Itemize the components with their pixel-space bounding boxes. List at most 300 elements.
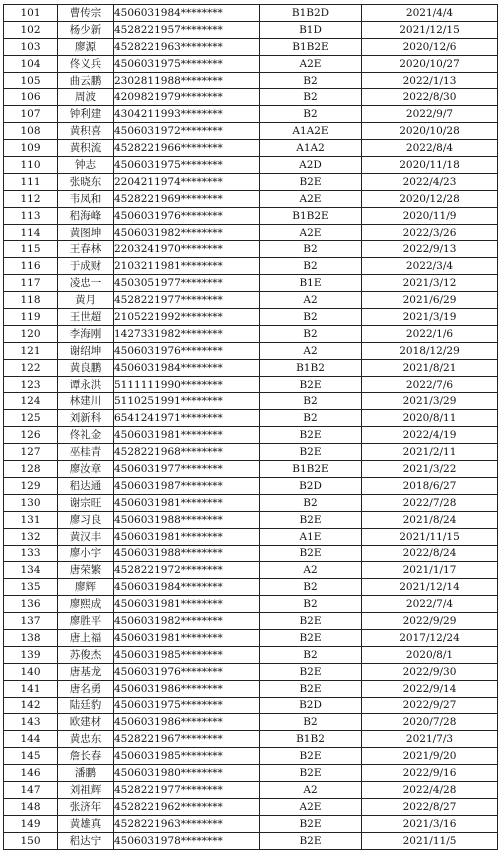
name-cell: 谢绍坤: [58, 342, 114, 359]
name-cell: 刘祖辉: [58, 781, 114, 798]
table-row: [4, 731, 498, 748]
id-number-cell: 5110251991********: [114, 393, 260, 410]
row-number-cell: 128: [4, 461, 58, 478]
name-cell: 谢宗旺: [58, 494, 114, 511]
license-class-cell: B2: [260, 596, 362, 613]
name-cell: 王世超: [58, 309, 114, 326]
date-cell: 2020/7/28: [362, 714, 498, 731]
date-cell: 2020/10/27: [362, 55, 498, 72]
id-number-cell: 4528221968********: [114, 444, 260, 461]
row-number-cell: 103: [4, 38, 58, 55]
row-number-cell: 150: [4, 832, 58, 849]
date-cell: 2021/11/5: [362, 832, 498, 849]
license-class-cell: B1B2E: [260, 207, 362, 224]
id-number-cell: 4528221977********: [114, 292, 260, 309]
table-row: [4, 393, 498, 410]
row-number-cell: 101: [4, 5, 58, 22]
name-cell: 李海刚: [58, 325, 114, 342]
table-row: [4, 494, 498, 511]
id-number-cell: 4304211993********: [114, 106, 260, 123]
id-number-cell: 4528221972********: [114, 562, 260, 579]
row-number-cell: 123: [4, 376, 58, 393]
date-cell: 2021/3/16: [362, 815, 498, 832]
id-number-cell: 4506031981********: [114, 596, 260, 613]
license-class-cell: A2E: [260, 190, 362, 207]
row-number-cell: 118: [4, 292, 58, 309]
date-cell: 2022/7/4: [362, 596, 498, 613]
id-number-cell: 4506031976********: [114, 663, 260, 680]
table-row: [4, 629, 498, 646]
name-cell: 廖胜平: [58, 613, 114, 630]
license-class-cell: B2: [260, 241, 362, 258]
date-cell: 2018/12/29: [362, 342, 498, 359]
row-number-cell: 121: [4, 342, 58, 359]
table-row: [4, 697, 498, 714]
license-class-cell: B2E: [260, 832, 362, 849]
id-number-cell: 4528221977********: [114, 781, 260, 798]
id-number-cell: 4506031982********: [114, 224, 260, 241]
license-class-cell: B2E: [260, 748, 362, 765]
id-number-cell: 4506031988********: [114, 511, 260, 528]
id-number-cell: 4528221963********: [114, 38, 260, 55]
license-class-cell: A2: [260, 342, 362, 359]
license-class-cell: B2: [260, 72, 362, 89]
license-class-cell: B2E: [260, 427, 362, 444]
name-cell: 刘新科: [58, 410, 114, 427]
license-class-cell: A1E: [260, 528, 362, 545]
license-class-cell: B1B2E: [260, 38, 362, 55]
date-cell: 2021/8/24: [362, 511, 498, 528]
name-cell: 黄图坤: [58, 224, 114, 241]
table-row: [4, 477, 498, 494]
row-number-cell: 133: [4, 545, 58, 562]
license-class-cell: B1E: [260, 275, 362, 292]
row-number-cell: 107: [4, 106, 58, 123]
row-number-cell: 148: [4, 798, 58, 815]
name-cell: 詹长春: [58, 748, 114, 765]
name-cell: 林建川: [58, 393, 114, 410]
id-number-cell: 1427331982********: [114, 325, 260, 342]
name-cell: 佟礼金: [58, 427, 114, 444]
row-number-cell: 124: [4, 393, 58, 410]
date-cell: 2021/3/22: [362, 461, 498, 478]
date-cell: 2021/1/17: [362, 562, 498, 579]
id-number-cell: 4506031981********: [114, 494, 260, 511]
date-cell: 2021/2/11: [362, 444, 498, 461]
name-cell: 张济年: [58, 798, 114, 815]
license-class-cell: B1B2: [260, 359, 362, 376]
name-cell: 杨少新: [58, 21, 114, 38]
date-cell: 2022/1/6: [362, 325, 498, 342]
name-cell: 廖源: [58, 38, 114, 55]
id-number-cell: 4506031985********: [114, 646, 260, 663]
date-cell: 2022/4/28: [362, 781, 498, 798]
name-cell: 凌忠一: [58, 275, 114, 292]
date-cell: 2020/12/28: [362, 190, 498, 207]
table-row: [4, 376, 498, 393]
license-class-cell: B2E: [260, 815, 362, 832]
name-cell: 黄良鹏: [58, 359, 114, 376]
license-class-cell: B2D: [260, 477, 362, 494]
row-number-cell: 134: [4, 562, 58, 579]
table-row: [4, 325, 498, 342]
license-class-cell: B2E: [260, 545, 362, 562]
id-number-cell: 4506031982********: [114, 613, 260, 630]
id-number-cell: 2203241970********: [114, 241, 260, 258]
license-class-cell: B2E: [260, 613, 362, 630]
id-number-cell: 4528221966********: [114, 140, 260, 157]
row-number-cell: 127: [4, 444, 58, 461]
table-row: [4, 748, 498, 765]
row-number-cell: 120: [4, 325, 58, 342]
date-cell: 2022/8/30: [362, 89, 498, 106]
id-number-cell: 4506031977********: [114, 461, 260, 478]
row-number-cell: 132: [4, 528, 58, 545]
row-number-cell: 106: [4, 89, 58, 106]
id-number-cell: 4528221969********: [114, 190, 260, 207]
date-cell: 2022/7/6: [362, 376, 498, 393]
date-cell: 2021/3/29: [362, 393, 498, 410]
name-cell: 廖小宇: [58, 545, 114, 562]
license-class-cell: B2: [260, 258, 362, 275]
name-cell: 黄雄真: [58, 815, 114, 832]
license-class-cell: A2: [260, 781, 362, 798]
id-number-cell: 4506031981********: [114, 528, 260, 545]
date-cell: 2022/8/4: [362, 140, 498, 157]
row-number-cell: 144: [4, 731, 58, 748]
name-cell: 黄月: [58, 292, 114, 309]
license-class-cell: B2E: [260, 173, 362, 190]
table-row: [4, 106, 498, 123]
row-number-cell: 141: [4, 680, 58, 697]
row-number-cell: 114: [4, 224, 58, 241]
license-class-cell: B2: [260, 579, 362, 596]
license-class-cell: B2E: [260, 629, 362, 646]
id-number-cell: 4506031984********: [114, 5, 260, 22]
id-number-cell: 5111111990********: [114, 376, 260, 393]
row-number-cell: 115: [4, 241, 58, 258]
license-class-cell: B2E: [260, 663, 362, 680]
license-class-cell: B1B2E: [260, 461, 362, 478]
date-cell: 2022/9/29: [362, 613, 498, 630]
id-number-cell: 4528221963********: [114, 815, 260, 832]
id-number-cell: 2105221992********: [114, 309, 260, 326]
name-cell: 稆海峰: [58, 207, 114, 224]
table-row: [4, 72, 498, 89]
table-row: [4, 258, 498, 275]
id-number-cell: 4209821979********: [114, 89, 260, 106]
license-class-cell: A2: [260, 562, 362, 579]
id-number-cell: 2103211981********: [114, 258, 260, 275]
date-cell: 2021/3/12: [362, 275, 498, 292]
name-cell: 唐基龙: [58, 663, 114, 680]
table-row: [4, 173, 498, 190]
license-class-cell: B1B2: [260, 731, 362, 748]
row-number-cell: 138: [4, 629, 58, 646]
license-class-cell: B2: [260, 106, 362, 123]
table-row: [4, 157, 498, 174]
id-number-cell: 4506031976********: [114, 342, 260, 359]
table-row: [4, 815, 498, 832]
row-number-cell: 142: [4, 697, 58, 714]
license-class-cell: A2E: [260, 224, 362, 241]
name-cell: 廖熙成: [58, 596, 114, 613]
license-class-cell: B2: [260, 410, 362, 427]
id-number-cell: 4506031975********: [114, 55, 260, 72]
row-number-cell: 111: [4, 173, 58, 190]
table-row: [4, 680, 498, 697]
date-cell: 2020/8/1: [362, 646, 498, 663]
license-table: [3, 4, 498, 850]
id-number-cell: 4506031984********: [114, 359, 260, 376]
id-number-cell: 4506031975********: [114, 157, 260, 174]
name-cell: 稆达宁: [58, 832, 114, 849]
table-row: [4, 89, 498, 106]
id-number-cell: 4506031975********: [114, 697, 260, 714]
table-row: [4, 55, 498, 72]
id-number-cell: 4506031980********: [114, 765, 260, 782]
name-cell: 廖汝章: [58, 461, 114, 478]
date-cell: 2020/12/6: [362, 38, 498, 55]
name-cell: 苏俊杰: [58, 646, 114, 663]
id-number-cell: 6541241971********: [114, 410, 260, 427]
table-row: [4, 528, 498, 545]
license-class-cell: A2E: [260, 798, 362, 815]
table-row: [4, 461, 498, 478]
table-row: [4, 207, 498, 224]
date-cell: 2020/11/18: [362, 157, 498, 174]
name-cell: 欧建材: [58, 714, 114, 731]
id-number-cell: 4528221967********: [114, 731, 260, 748]
id-number-cell: 4506031981********: [114, 629, 260, 646]
name-cell: 黄积流: [58, 140, 114, 157]
row-number-cell: 102: [4, 21, 58, 38]
row-number-cell: 117: [4, 275, 58, 292]
date-cell: 2022/4/23: [362, 173, 498, 190]
date-cell: 2022/9/13: [362, 241, 498, 258]
date-cell: 2021/8/21: [362, 359, 498, 376]
license-class-cell: A2: [260, 292, 362, 309]
date-cell: 2021/4/4: [362, 5, 498, 22]
table-row: [4, 646, 498, 663]
date-cell: 2022/3/4: [362, 258, 498, 275]
table-row: [4, 140, 498, 157]
id-number-cell: 4506031986********: [114, 714, 260, 731]
date-cell: 2022/1/13: [362, 72, 498, 89]
id-number-cell: 4506031988********: [114, 545, 260, 562]
name-cell: 佟义兵: [58, 55, 114, 72]
date-cell: 2022/8/27: [362, 798, 498, 815]
row-number-cell: 129: [4, 477, 58, 494]
row-number-cell: 112: [4, 190, 58, 207]
table-row: [4, 241, 498, 258]
table-row: [4, 798, 498, 815]
row-number-cell: 109: [4, 140, 58, 157]
license-class-cell: A2D: [260, 157, 362, 174]
row-number-cell: 110: [4, 157, 58, 174]
table-row: [4, 359, 498, 376]
row-number-cell: 131: [4, 511, 58, 528]
table-row: [4, 663, 498, 680]
license-class-cell: A1A2: [260, 140, 362, 157]
id-number-cell: 4503051977********: [114, 275, 260, 292]
table-row: [4, 781, 498, 798]
table-row: [4, 444, 498, 461]
table-row: [4, 21, 498, 38]
date-cell: 2021/3/19: [362, 309, 498, 326]
id-number-cell: 4528221962********: [114, 798, 260, 815]
row-number-cell: 113: [4, 207, 58, 224]
table-row: [4, 832, 498, 849]
table-row: [4, 714, 498, 731]
license-class-cell: B1B2D: [260, 5, 362, 22]
license-class-cell: B2: [260, 309, 362, 326]
license-class-cell: B2E: [260, 376, 362, 393]
license-class-cell: B2E: [260, 511, 362, 528]
table-row: [4, 562, 498, 579]
table-row: [4, 579, 498, 596]
date-cell: 2020/11/9: [362, 207, 498, 224]
date-cell: 2022/9/7: [362, 106, 498, 123]
date-cell: 2021/11/15: [362, 528, 498, 545]
license-class-cell: B2: [260, 393, 362, 410]
date-cell: 2020/10/28: [362, 123, 498, 140]
license-class-cell: B2: [260, 646, 362, 663]
license-class-cell: A2E: [260, 55, 362, 72]
name-cell: 曹传宗: [58, 5, 114, 22]
row-number-cell: 119: [4, 309, 58, 326]
name-cell: 张晓东: [58, 173, 114, 190]
row-number-cell: 140: [4, 663, 58, 680]
license-class-cell: B2: [260, 89, 362, 106]
name-cell: 稆达通: [58, 477, 114, 494]
row-number-cell: 145: [4, 748, 58, 765]
table-body: [4, 5, 498, 850]
id-number-cell: 4506031976********: [114, 207, 260, 224]
name-cell: 钟志: [58, 157, 114, 174]
license-class-cell: B2: [260, 325, 362, 342]
name-cell: 黄汉丰: [58, 528, 114, 545]
date-cell: 2021/6/29: [362, 292, 498, 309]
name-cell: 钟利建: [58, 106, 114, 123]
date-cell: 2020/8/11: [362, 410, 498, 427]
table-row: [4, 596, 498, 613]
row-number-cell: 122: [4, 359, 58, 376]
table-row: [4, 765, 498, 782]
id-number-cell: 4506031984********: [114, 579, 260, 596]
table-row: [4, 123, 498, 140]
id-number-cell: 4506031985********: [114, 748, 260, 765]
license-class-cell: B2E: [260, 680, 362, 697]
license-class-cell: B2D: [260, 697, 362, 714]
id-number-cell: 4528221957********: [114, 21, 260, 38]
date-cell: 2022/4/19: [362, 427, 498, 444]
row-number-cell: 137: [4, 613, 58, 630]
date-cell: 2022/8/24: [362, 545, 498, 562]
table-row: [4, 38, 498, 55]
date-cell: 2022/9/27: [362, 697, 498, 714]
name-cell: 廖辉: [58, 579, 114, 596]
name-cell: 王春林: [58, 241, 114, 258]
name-cell: 唐名勇: [58, 680, 114, 697]
table-row: [4, 410, 498, 427]
row-number-cell: 116: [4, 258, 58, 275]
name-cell: 巫桂青: [58, 444, 114, 461]
row-number-cell: 147: [4, 781, 58, 798]
id-number-cell: 4506031986********: [114, 680, 260, 697]
table-row: [4, 292, 498, 309]
date-cell: 2021/12/15: [362, 21, 498, 38]
date-cell: 2021/12/14: [362, 579, 498, 596]
table-row: [4, 275, 498, 292]
name-cell: 曲云鹏: [58, 72, 114, 89]
table-row: [4, 613, 498, 630]
table-row: [4, 224, 498, 241]
row-number-cell: 136: [4, 596, 58, 613]
row-number-cell: 104: [4, 55, 58, 72]
table-row: [4, 5, 498, 22]
date-cell: 2022/9/16: [362, 765, 498, 782]
name-cell: 廖习良: [58, 511, 114, 528]
table-row: [4, 190, 498, 207]
name-cell: 陆廷豹: [58, 697, 114, 714]
table-row: [4, 309, 498, 326]
license-class-cell: B2: [260, 714, 362, 731]
license-class-cell: A1A2E: [260, 123, 362, 140]
id-number-cell: 4506031981********: [114, 427, 260, 444]
name-cell: 潘鹏: [58, 765, 114, 782]
id-number-cell: 4506031972********: [114, 123, 260, 140]
name-cell: 黄积喜: [58, 123, 114, 140]
date-cell: 2022/7/28: [362, 494, 498, 511]
table-row: [4, 427, 498, 444]
table-row: [4, 511, 498, 528]
name-cell: 唐荣繁: [58, 562, 114, 579]
date-cell: 2021/9/20: [362, 748, 498, 765]
row-number-cell: 139: [4, 646, 58, 663]
name-cell: 韦凤和: [58, 190, 114, 207]
id-number-cell: 4506031978********: [114, 832, 260, 849]
date-cell: 2021/7/3: [362, 731, 498, 748]
row-number-cell: 126: [4, 427, 58, 444]
name-cell: 唐上福: [58, 629, 114, 646]
license-class-cell: B2E: [260, 765, 362, 782]
row-number-cell: 130: [4, 494, 58, 511]
license-class-cell: B2: [260, 494, 362, 511]
row-number-cell: 125: [4, 410, 58, 427]
date-cell: 2017/12/24: [362, 629, 498, 646]
row-number-cell: 105: [4, 72, 58, 89]
name-cell: 黄忠东: [58, 731, 114, 748]
row-number-cell: 143: [4, 714, 58, 731]
date-cell: 2018/6/27: [362, 477, 498, 494]
row-number-cell: 149: [4, 815, 58, 832]
date-cell: 2022/9/30: [362, 663, 498, 680]
name-cell: 谭永洪: [58, 376, 114, 393]
name-cell: 于成财: [58, 258, 114, 275]
row-number-cell: 108: [4, 123, 58, 140]
table-row: [4, 342, 498, 359]
table-row: [4, 545, 498, 562]
license-class-cell: B2E: [260, 444, 362, 461]
row-number-cell: 146: [4, 765, 58, 782]
id-number-cell: 4506031987********: [114, 477, 260, 494]
name-cell: 周波: [58, 89, 114, 106]
id-number-cell: 2302811988********: [114, 72, 260, 89]
id-number-cell: 2204211974********: [114, 173, 260, 190]
row-number-cell: 135: [4, 579, 58, 596]
date-cell: 2022/9/14: [362, 680, 498, 697]
